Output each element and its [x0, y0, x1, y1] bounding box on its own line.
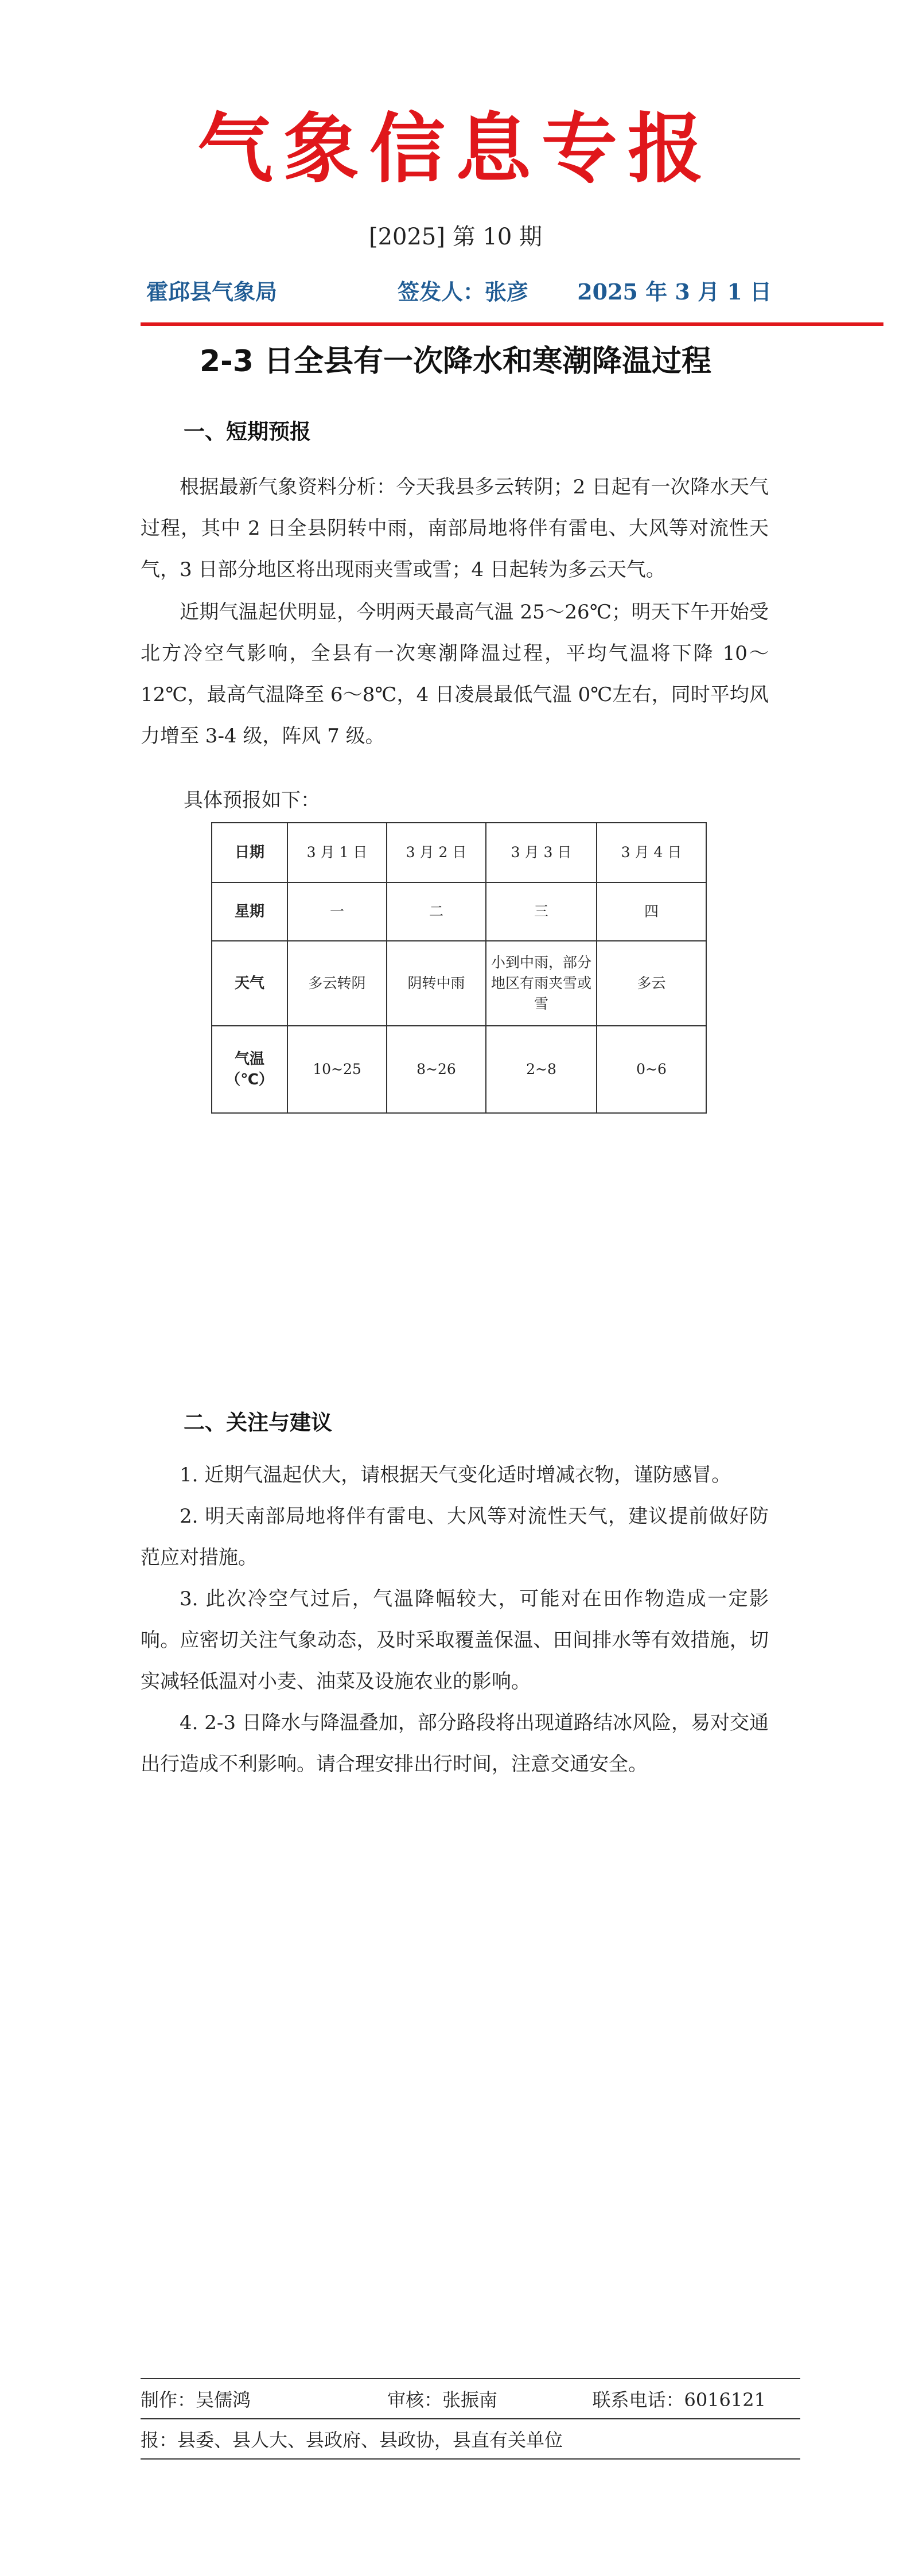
masthead-divider: [141, 322, 883, 326]
table-row: [212, 941, 706, 1026]
footer-divider-bottom: [141, 2458, 800, 2460]
table-cell-temp: 10~25: [287, 1026, 387, 1113]
table-cell-date: 3 月 3 日: [486, 823, 597, 882]
footer-divider-top: [141, 2378, 800, 2379]
footer-distribution: 报：县委、县人大、县政府、县政协，县直有关单位: [141, 2429, 563, 2451]
table-cell-weekday: 三: [486, 882, 597, 941]
table-cell-weather: 小到中雨，部分地区有雨夹雪或雪: [486, 941, 597, 1026]
table-cell-weather: 阴转中雨: [387, 941, 486, 1026]
row-label-temp: 气温（℃）: [212, 1026, 287, 1113]
footer-reviewer: 审核：张振南: [387, 2389, 498, 2411]
issue-info-row: [146, 274, 772, 305]
advice-item: 2. 明天南部局地将伴有雷电、大风等对流性天气，建议提前做好防范应对措施。: [141, 1505, 769, 1569]
row-label-weekday: 星期: [212, 882, 287, 941]
issuing-agency: 霍邱县气象局: [146, 279, 278, 305]
issue-number: [2025] 第 10 期: [368, 224, 543, 250]
table-cell-weather: 多云转阴: [287, 941, 387, 1026]
masthead-title: 气象信息专报: [197, 104, 714, 193]
footer-author: 制作：吴儒鸿: [141, 2389, 251, 2411]
row-label-date: 日期: [212, 823, 287, 882]
table-cell-weekday: 二: [387, 882, 486, 941]
issue-date: 2025 年 3 月 1 日: [577, 279, 772, 305]
table-cell-temp: 8~26: [387, 1026, 486, 1113]
footer-phone: 联系电话：6016121: [592, 2389, 766, 2411]
signer: 签发人：张彦: [398, 279, 529, 305]
table-intro: 具体预报如下：: [184, 789, 320, 812]
forecast-paragraph: 近期气温起伏明显，今明两天最高气温 25～26℃；明天下午开始受北方冷空气影响，全县有一次寒潮降温过程，平均气温将下降 10～12℃，最高气温降至 6～8℃，4 日凌晨最低气温 0℃左右，同时平均风力增至 3-4 级，阵风 7 级。: [141, 601, 769, 748]
table-cell-date: 3 月 1 日: [287, 823, 387, 882]
footer-credits: [141, 2386, 766, 2412]
table-cell-date: 3 月 2 日: [387, 823, 486, 882]
advice-item: 3. 此次冷空气过后，气温降幅较大，可能对在田作物造成一定影响。应密切关注气象动态，及时采取覆盖保温、田间排水等有效措施，切实减轻低温对小麦、油菜及设施农业的影响。: [141, 1587, 769, 1693]
forecast-paragraph: 根据最新气象资料分析：今天我县多云转阴；2 日起有一次降水天气过程，其中 2 日全县阴转中雨，南部局地将伴有雷电、大风等对流性天气，3 日部分地区将出现雨夹雪或雪；4 日起转为多云天气。: [141, 476, 769, 581]
section-heading-advice: 二、关注与建议: [184, 1410, 332, 1435]
forecast-table: [211, 822, 707, 1114]
table-cell-temp: 2~8: [486, 1026, 597, 1113]
table-cell-weather: 多云: [597, 941, 706, 1026]
advice-item: 1. 近期气温起伏大，请根据天气变化适时增减衣物，谨防感冒。: [180, 1464, 731, 1487]
table-cell-date: 3 月 4 日: [597, 823, 706, 882]
table-row: [212, 882, 706, 941]
headline: 2-3 日全县有一次降水和寒潮降温过程: [199, 344, 712, 379]
row-label-weather: 天气: [212, 941, 287, 1026]
section-heading-forecast: 一、短期预报: [184, 419, 311, 444]
table-row: [212, 823, 706, 882]
footer-divider-middle: [141, 2418, 800, 2419]
table-cell-weekday: 四: [597, 882, 706, 941]
advice-item: 4. 2-3 日降水与降温叠加，部分路段将出现道路结冰风险，易对交通出行造成不利影响。请合理安排出行时间，注意交通安全。: [141, 1711, 769, 1776]
table-cell-weekday: 一: [287, 882, 387, 941]
table-row: [212, 1026, 706, 1113]
table-cell-temp: 0~6: [597, 1026, 706, 1113]
